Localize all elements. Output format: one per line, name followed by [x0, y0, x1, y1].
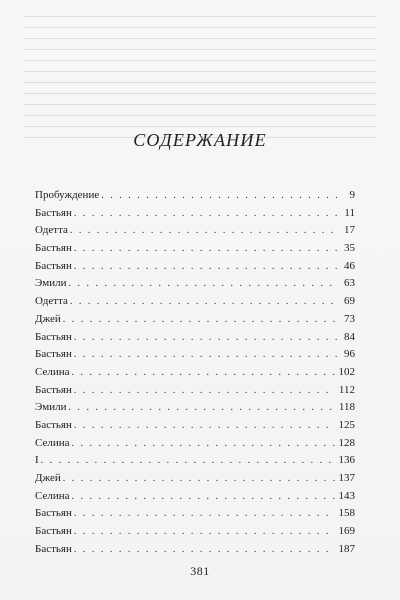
toc-entry-title: Джей [35, 312, 61, 325]
toc-entry-title: Бастьян [35, 507, 72, 520]
toc-entry-title: Эмили [35, 401, 67, 414]
toc-row [35, 311, 355, 329]
toc-entry-page: 169 [338, 525, 355, 538]
dot-leader [101, 187, 337, 205]
toc-entry-page: 84 [344, 330, 355, 343]
toc-entry-title: Бастьян [35, 330, 72, 343]
toc-entry-title: Бастьян [35, 259, 72, 272]
toc-row [35, 275, 355, 293]
toc-row [35, 435, 355, 453]
bleed-through-text [24, 6, 376, 216]
toc-entry-page: 112 [338, 383, 355, 396]
toc-entry-title: Бастьян [35, 525, 72, 538]
page-title: СОДЕРЖАНИЕ [133, 130, 267, 150]
dot-leader [74, 329, 337, 347]
dot-leader [74, 523, 335, 541]
toc-row [35, 205, 355, 223]
dot-leader [69, 275, 338, 293]
toc-entry-page: 128 [338, 436, 355, 449]
dot-leader [74, 205, 337, 223]
dot-leader [63, 470, 335, 488]
toc-entry-page: 73 [344, 312, 355, 325]
toc-entry-page: 69 [344, 295, 355, 308]
toc-entry-page: 35 [344, 242, 355, 255]
dot-leader [69, 399, 335, 417]
toc-row [35, 240, 355, 258]
toc-row [35, 488, 355, 506]
toc-entry-title: Одетта [35, 224, 68, 237]
toc-entry-page: 136 [338, 454, 355, 467]
toc-entry-page: 17 [344, 224, 355, 237]
toc-entry-page: 102 [338, 365, 355, 378]
dot-leader [63, 311, 337, 329]
toc-row [35, 417, 355, 435]
toc-row [35, 187, 355, 205]
toc-row [35, 523, 355, 541]
toc-entry-title: Селина [35, 436, 70, 449]
dot-leader [74, 346, 337, 364]
dot-leader [74, 258, 337, 276]
toc-entry-page: 187 [338, 542, 355, 555]
toc-entry-page: 46 [344, 259, 355, 272]
toc-entry-page: 125 [338, 418, 355, 431]
dot-leader [74, 240, 337, 258]
toc-entry-page: 9 [349, 189, 355, 201]
toc-entry-title: Бастьян [35, 542, 72, 555]
dot-leader [72, 364, 335, 382]
toc-entry-page: 63 [344, 277, 355, 290]
toc-row [35, 364, 355, 382]
toc-row [35, 293, 355, 311]
dot-leader [74, 505, 335, 523]
toc-row [35, 452, 355, 470]
toc-entry-title: Селина [35, 365, 70, 378]
dot-leader [74, 541, 335, 559]
table-of-contents [35, 187, 355, 558]
dot-leader [74, 417, 335, 435]
toc-entry-page: 118 [338, 401, 355, 414]
dot-leader [70, 222, 337, 240]
toc-entry-title: Джей [35, 472, 61, 484]
toc-row [35, 399, 355, 417]
dot-leader [74, 382, 335, 400]
dot-leader [72, 435, 335, 453]
toc-entry-title: Бастьян [35, 206, 72, 219]
toc-entry-page: 137 [338, 472, 355, 484]
page-number: 381 [190, 564, 210, 578]
toc-row [35, 541, 355, 559]
toc-row [35, 505, 355, 523]
toc-entry-title: Одетта [35, 295, 68, 308]
toc-row [35, 382, 355, 400]
toc-entry-title: I [35, 454, 39, 467]
toc-row [35, 329, 355, 347]
toc-entry-title: Бастьян [35, 383, 72, 396]
dot-leader [41, 452, 335, 470]
dot-leader [70, 293, 337, 311]
dot-leader [72, 488, 335, 506]
toc-row [35, 222, 355, 240]
toc-entry-page: 11 [344, 206, 355, 219]
toc-row [35, 470, 355, 488]
toc-entry-title: Бастьян [35, 348, 72, 361]
toc-entry-title: Бастьян [35, 418, 72, 431]
toc-row [35, 346, 355, 364]
toc-row [35, 258, 355, 276]
toc-entry-page: 96 [344, 348, 355, 361]
toc-entry-title: Пробуждение [35, 189, 100, 201]
toc-entry-page: 158 [338, 507, 355, 520]
toc-entry-page: 143 [338, 489, 355, 502]
toc-entry-title: Бастьян [35, 242, 72, 255]
toc-entry-title: Эмили [35, 277, 67, 290]
toc-entry-title: Селина [35, 489, 70, 502]
